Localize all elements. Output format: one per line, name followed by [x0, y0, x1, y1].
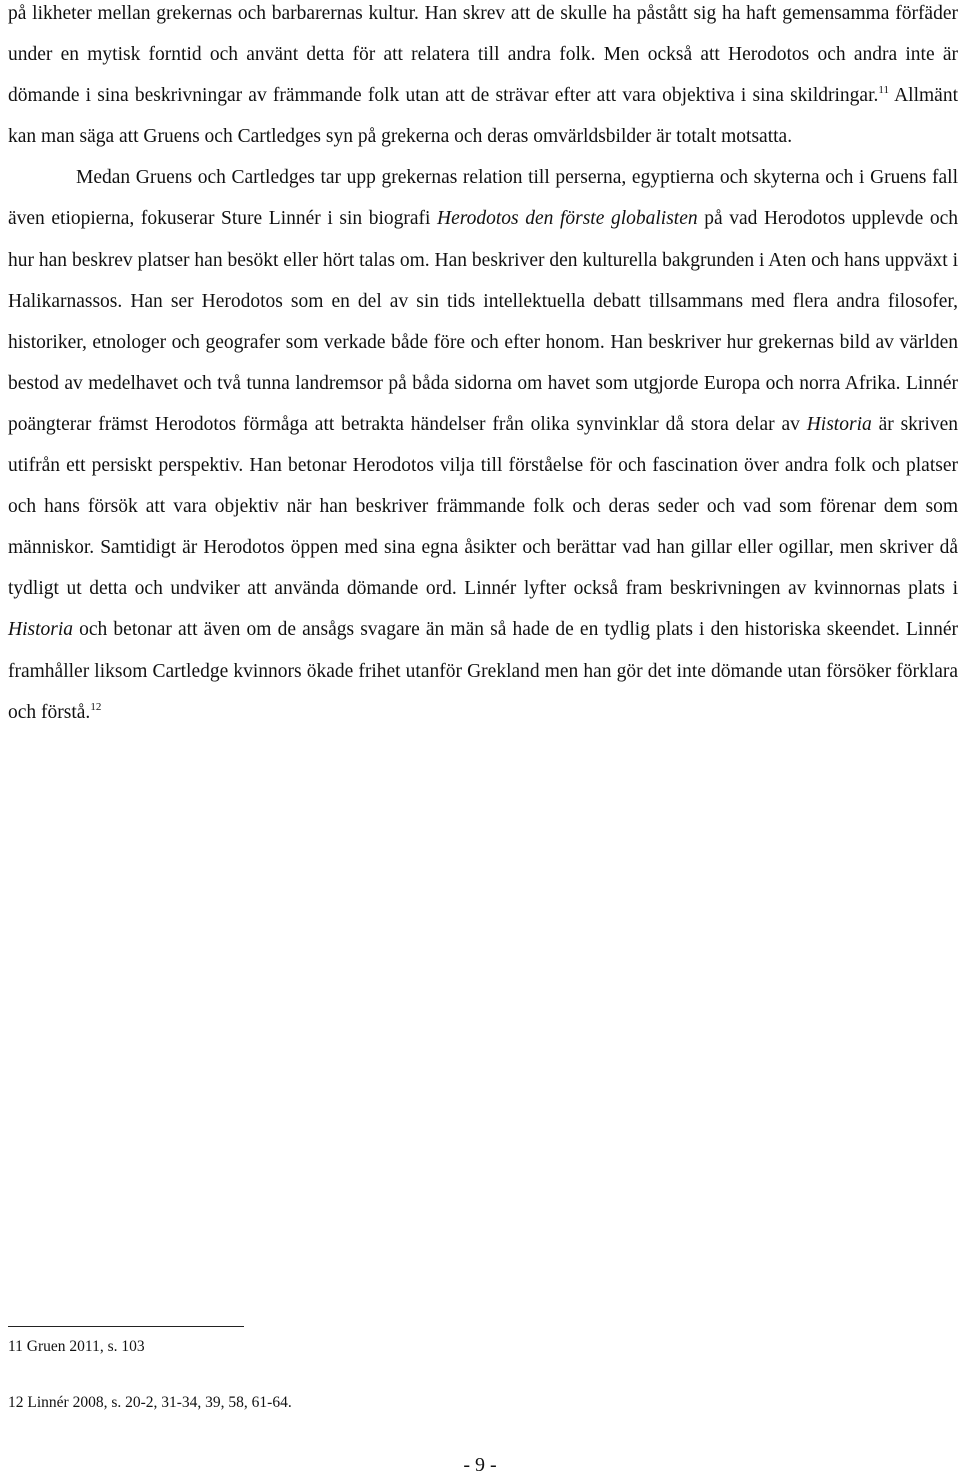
body-text: [8, 0, 958, 733]
footnote-ref-12: 12: [90, 700, 102, 713]
paragraph-2-text-a: Medan Gruens och Cartledges tar upp grekernas relation till perserna, egyptierna och skyterna och i Gruens fall även etiopierna, fokuserar Sture Linnér i sin biografi: [8, 167, 958, 230]
paragraph-2-text-c: är skriven utifrån ett persiskt perspektiv. Han betonar Herodotos vilja till förståelse för och fascination över andra folk och platser och hans försök att vara objektiv när han beskriver främmande folk och deras seder och vad som förenar dem som människor. Samtidigt är Herodotos öppen med sina egna åsikter och berättar vad han gillar eller ogillar, men skriver då tydligt ut detta och undviker att använda dömande ord. Linnér lyfter också fram beskrivningen av kvinnornas plats i: [8, 413, 958, 600]
paragraph-1-text-a: på likheter mellan grekernas och barbarernas kultur. Han skrev att de skulle ha påstått sig ha haft gemensamma förfäder under en mytisk forntid och använt detta för att relatera till andra folk. Men också att Herodotos och andra inte är dömande i sina beskrivningar av främmande folk utan att de strävar efter att vara objektiva i sina skildringar.: [8, 3, 958, 107]
footnote-11: 11 Gruen 2011, s. 103: [8, 1338, 145, 1355]
paragraph-1: [8, 0, 958, 157]
book-title-historia-1: Historia: [806, 413, 872, 435]
footnote-separator: [8, 1326, 244, 1327]
paragraph-2-text-b: på vad Herodotos upplevde och hur han beskrev platser han besökt eller hört talas om. Han beskriver den kulturella bakgrunden i Aten och hans uppväxt i Halikarnassos. Han ser Herodotos som en del av sin tids intellektuella debatt tillsammans med flera andra filosofer, historiker, etnologer och geografer som verkade både före och efter honom. Han beskriver hur grekernas bild av världen bestod av medelhavet och två tunna landremsor på båda sidorna om havet som utgjorde Europa och norra Afrika. Linnér poängterar främst Herodotos förmåga att betrakta händelser från olika synvinklar då stora delar av: [8, 208, 958, 435]
book-title-historia-2: Historia: [8, 619, 74, 641]
footnote-12: 12 Linnér 2008, s. 20-2, 31-34, 39, 58, 61-64.: [8, 1394, 292, 1411]
book-title-herodotos: Herodotos den förste globalisten: [437, 208, 698, 230]
paragraph-1-text-b: Allmänt kan man säga att Gruens och Cartledges syn på grekerna och deras omvärldsbilder är totalt motsatta.: [8, 85, 958, 148]
paragraph-2: [8, 157, 958, 732]
footnote-ref-11: 11: [878, 83, 889, 96]
page-number: - 9 -: [463, 1454, 497, 1476]
paragraph-2-text-d: och betonar att även om de ansågs svagare än män så hade de en tydlig plats i den historiska skeendet. Linnér framhåller liksom Cartledge kvinnors ökade frihet utanför Grekland men han gör det inte dömande utan försöker förklara och förstå.: [8, 619, 958, 723]
